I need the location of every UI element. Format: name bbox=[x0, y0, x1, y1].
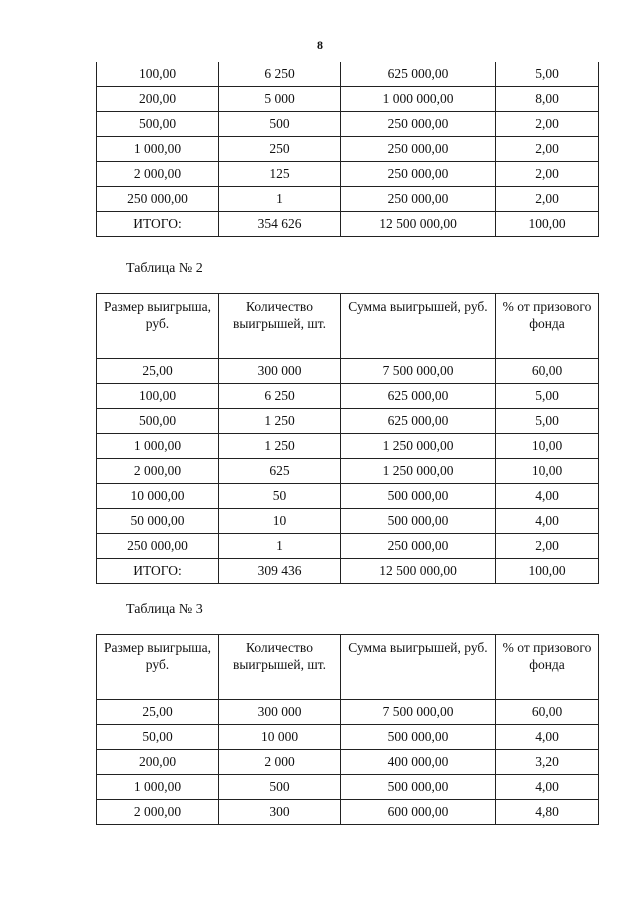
cell-prize-count: 250 bbox=[219, 137, 341, 162]
cell-prize-size: 50 000,00 bbox=[97, 509, 219, 534]
table-row bbox=[97, 137, 599, 162]
cell-prize-count: 354 626 bbox=[219, 212, 341, 237]
table-row bbox=[97, 187, 599, 212]
cell-prize-count: 10 bbox=[219, 509, 341, 534]
prize-table-1-continued bbox=[96, 62, 599, 237]
cell-prize-count: 500 bbox=[219, 775, 341, 800]
cell-prize-percent: 100,00 bbox=[496, 559, 599, 584]
cell-prize-size: 200,00 bbox=[97, 87, 219, 112]
header-prize-percent: % от призового фонда bbox=[496, 294, 599, 359]
table-row bbox=[97, 775, 599, 800]
cell-prize-percent: 10,00 bbox=[496, 434, 599, 459]
cell-prize-size: ИТОГО: bbox=[97, 559, 219, 584]
table-row bbox=[97, 62, 599, 87]
table-row bbox=[97, 384, 599, 409]
cell-prize-percent: 4,00 bbox=[496, 509, 599, 534]
cell-prize-count: 309 436 bbox=[219, 559, 341, 584]
header-prize-size: Размер выигрыша, руб. bbox=[97, 294, 219, 359]
cell-prize-percent: 3,20 bbox=[496, 750, 599, 775]
cell-prize-percent: 2,00 bbox=[496, 187, 599, 212]
cell-prize-percent: 60,00 bbox=[496, 359, 599, 384]
cell-prize-sum: 500 000,00 bbox=[341, 725, 496, 750]
table-row bbox=[97, 534, 599, 559]
cell-prize-percent: 2,00 bbox=[496, 162, 599, 187]
table-row bbox=[97, 725, 599, 750]
cell-prize-size: 100,00 bbox=[97, 384, 219, 409]
cell-prize-count: 1 bbox=[219, 187, 341, 212]
cell-prize-sum: 625 000,00 bbox=[341, 409, 496, 434]
cell-prize-sum: 12 500 000,00 bbox=[341, 559, 496, 584]
table-caption-2: Таблица № 2 bbox=[126, 261, 203, 276]
cell-prize-size: 500,00 bbox=[97, 409, 219, 434]
cell-prize-percent: 5,00 bbox=[496, 62, 599, 87]
cell-prize-sum: 250 000,00 bbox=[341, 187, 496, 212]
cell-prize-count: 300 000 bbox=[219, 359, 341, 384]
cell-prize-sum: 250 000,00 bbox=[341, 137, 496, 162]
cell-prize-count: 125 bbox=[219, 162, 341, 187]
table-body bbox=[97, 700, 599, 825]
cell-prize-count: 2 000 bbox=[219, 750, 341, 775]
cell-prize-percent: 4,00 bbox=[496, 484, 599, 509]
cell-prize-sum: 1 250 000,00 bbox=[341, 459, 496, 484]
cell-prize-percent: 4,80 bbox=[496, 800, 599, 825]
cell-prize-size: 1 000,00 bbox=[97, 775, 219, 800]
cell-prize-size: 25,00 bbox=[97, 700, 219, 725]
cell-prize-size: 200,00 bbox=[97, 750, 219, 775]
cell-prize-size: 250 000,00 bbox=[97, 534, 219, 559]
cell-prize-sum: 1 250 000,00 bbox=[341, 434, 496, 459]
table-row bbox=[97, 434, 599, 459]
cell-prize-sum: 1 000 000,00 bbox=[341, 87, 496, 112]
cell-prize-sum: 250 000,00 bbox=[341, 162, 496, 187]
cell-prize-percent: 5,00 bbox=[496, 384, 599, 409]
cell-prize-sum: 500 000,00 bbox=[341, 775, 496, 800]
cell-prize-count: 5 000 bbox=[219, 87, 341, 112]
cell-prize-size: ИТОГО: bbox=[97, 212, 219, 237]
table-row bbox=[97, 212, 599, 237]
cell-prize-sum: 400 000,00 bbox=[341, 750, 496, 775]
cell-prize-percent: 2,00 bbox=[496, 112, 599, 137]
cell-prize-percent: 4,00 bbox=[496, 775, 599, 800]
prize-table-3 bbox=[96, 634, 599, 825]
table-row bbox=[97, 750, 599, 775]
table-row bbox=[97, 559, 599, 584]
cell-prize-sum: 500 000,00 bbox=[341, 509, 496, 534]
cell-prize-size: 100,00 bbox=[97, 62, 219, 87]
cell-prize-sum: 625 000,00 bbox=[341, 62, 496, 87]
prize-table-2 bbox=[96, 293, 599, 584]
table-row bbox=[97, 509, 599, 534]
cell-prize-count: 6 250 bbox=[219, 62, 341, 87]
table-row bbox=[97, 459, 599, 484]
table-row bbox=[97, 359, 599, 384]
table-row bbox=[97, 700, 599, 725]
table-body bbox=[97, 359, 599, 584]
table-row bbox=[97, 87, 599, 112]
cell-prize-percent: 8,00 bbox=[496, 87, 599, 112]
header-prize-size: Размер выигрыша, руб. bbox=[97, 635, 219, 700]
cell-prize-size: 25,00 bbox=[97, 359, 219, 384]
cell-prize-count: 50 bbox=[219, 484, 341, 509]
cell-prize-count: 1 bbox=[219, 534, 341, 559]
cell-prize-sum: 250 000,00 bbox=[341, 112, 496, 137]
cell-prize-count: 10 000 bbox=[219, 725, 341, 750]
cell-prize-percent: 100,00 bbox=[496, 212, 599, 237]
cell-prize-size: 2 000,00 bbox=[97, 459, 219, 484]
cell-prize-sum: 500 000,00 bbox=[341, 484, 496, 509]
page-number: 8 bbox=[317, 38, 323, 52]
cell-prize-count: 625 bbox=[219, 459, 341, 484]
header-prize-count: Количество выигрышей, шт. bbox=[219, 635, 341, 700]
cell-prize-percent: 4,00 bbox=[496, 725, 599, 750]
cell-prize-size: 50,00 bbox=[97, 725, 219, 750]
header-prize-sum: Сумма выигрышей, руб. bbox=[341, 294, 496, 359]
cell-prize-size: 10 000,00 bbox=[97, 484, 219, 509]
cell-prize-sum: 12 500 000,00 bbox=[341, 212, 496, 237]
cell-prize-sum: 250 000,00 bbox=[341, 534, 496, 559]
cell-prize-count: 1 250 bbox=[219, 409, 341, 434]
header-prize-count: Количество выигрышей, шт. bbox=[219, 294, 341, 359]
cell-prize-size: 2 000,00 bbox=[97, 800, 219, 825]
cell-prize-count: 300 000 bbox=[219, 700, 341, 725]
table-row bbox=[97, 112, 599, 137]
cell-prize-sum: 7 500 000,00 bbox=[341, 700, 496, 725]
header-prize-percent: % от призового фонда bbox=[496, 635, 599, 700]
header-prize-sum: Сумма выигрышей, руб. bbox=[341, 635, 496, 700]
table-body bbox=[97, 62, 599, 237]
cell-prize-size: 500,00 bbox=[97, 112, 219, 137]
cell-prize-sum: 600 000,00 bbox=[341, 800, 496, 825]
table-header bbox=[97, 635, 599, 700]
cell-prize-percent: 5,00 bbox=[496, 409, 599, 434]
cell-prize-sum: 7 500 000,00 bbox=[341, 359, 496, 384]
cell-prize-sum: 625 000,00 bbox=[341, 384, 496, 409]
cell-prize-percent: 2,00 bbox=[496, 137, 599, 162]
cell-prize-count: 500 bbox=[219, 112, 341, 137]
cell-prize-size: 1 000,00 bbox=[97, 434, 219, 459]
cell-prize-count: 300 bbox=[219, 800, 341, 825]
table-row bbox=[97, 162, 599, 187]
table-caption-3: Таблица № 3 bbox=[126, 602, 203, 617]
cell-prize-percent: 2,00 bbox=[496, 534, 599, 559]
cell-prize-size: 2 000,00 bbox=[97, 162, 219, 187]
cell-prize-count: 1 250 bbox=[219, 434, 341, 459]
cell-prize-percent: 10,00 bbox=[496, 459, 599, 484]
table-row bbox=[97, 484, 599, 509]
cell-prize-count: 6 250 bbox=[219, 384, 341, 409]
table-header bbox=[97, 294, 599, 359]
cell-prize-size: 1 000,00 bbox=[97, 137, 219, 162]
table-row bbox=[97, 409, 599, 434]
table-row bbox=[97, 800, 599, 825]
cell-prize-size: 250 000,00 bbox=[97, 187, 219, 212]
cell-prize-percent: 60,00 bbox=[496, 700, 599, 725]
